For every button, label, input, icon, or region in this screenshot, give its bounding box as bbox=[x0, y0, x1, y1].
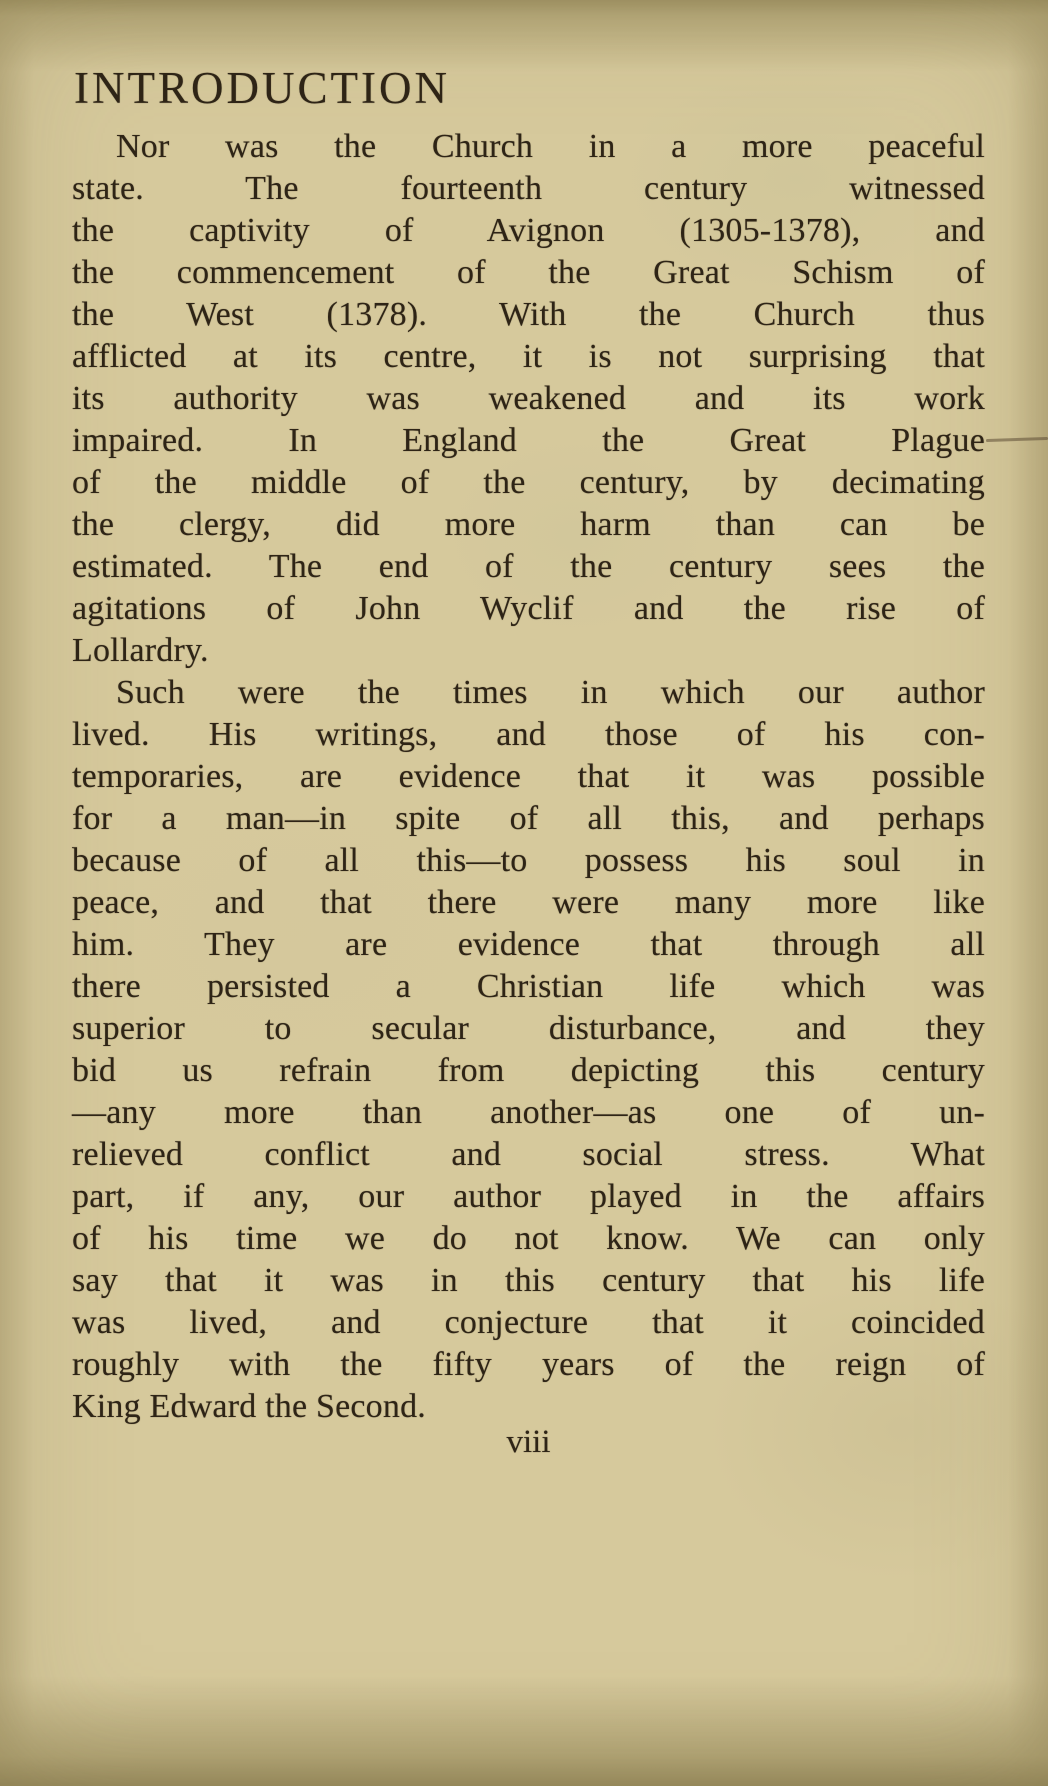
text-line: was lived, and conjecture that it coincided bbox=[72, 1304, 985, 1341]
text-line: —any more than another—as one of un- bbox=[72, 1094, 985, 1131]
text-line: there persisted a Christian life which was bbox=[72, 968, 985, 1005]
page-number: viii bbox=[506, 1424, 551, 1460]
text-line: because of all this—to possess his soul in bbox=[72, 842, 985, 879]
text-line: King Edward the Second. bbox=[72, 1388, 426, 1425]
text-line: estimated. The end of the century sees the bbox=[72, 548, 985, 585]
body-text bbox=[72, 126, 985, 1428]
text-line: afflicted at its centre, it is not surprising that bbox=[72, 338, 985, 375]
text-line: the captivity of Avignon (1305-1378), and bbox=[72, 212, 985, 249]
text-line: agitations of John Wyclif and the rise of bbox=[72, 590, 985, 627]
text-line: the West (1378). With the Church thus bbox=[72, 296, 985, 333]
text-line: impaired. In England the Great Plague bbox=[72, 422, 985, 459]
text-line: the commencement of the Great Schism of bbox=[72, 254, 985, 291]
text-line: bid us refrain from depicting this century bbox=[72, 1052, 985, 1089]
text-line: its authority was weakened and its work bbox=[72, 380, 985, 417]
text-line: part, if any, our author played in the affairs bbox=[72, 1178, 985, 1215]
text-line: relieved conflict and social stress. What bbox=[72, 1136, 985, 1173]
text-line: of the middle of the century, by decimating bbox=[72, 464, 985, 501]
text-line: Such were the times in which our author bbox=[116, 674, 985, 711]
text-line: temporaries, are evidence that it was possible bbox=[72, 758, 985, 795]
text-line: Nor was the Church in a more peaceful bbox=[116, 128, 985, 165]
text-line: roughly with the fifty years of the reign of bbox=[72, 1346, 985, 1383]
text-line: superior to secular disturbance, and they bbox=[72, 1010, 985, 1047]
text-line: state. The fourteenth century witnessed bbox=[72, 170, 985, 207]
text-line: him. They are evidence that through all bbox=[72, 926, 985, 963]
text-line: say that it was in this century that his life bbox=[72, 1262, 985, 1299]
text-line: peace, and that there were many more like bbox=[72, 884, 985, 921]
text-line: the clergy, did more harm than can be bbox=[72, 506, 985, 543]
page-title: INTRODUCTION bbox=[74, 63, 450, 113]
text-line: for a man—in spite of all this, and perhaps bbox=[72, 800, 985, 837]
text-line: of his time we do not know. We can only bbox=[72, 1220, 985, 1257]
text-line: lived. His writings, and those of his con- bbox=[72, 716, 985, 753]
stray-ink-mark bbox=[986, 437, 1048, 442]
text-line: Lollardry. bbox=[72, 632, 209, 669]
